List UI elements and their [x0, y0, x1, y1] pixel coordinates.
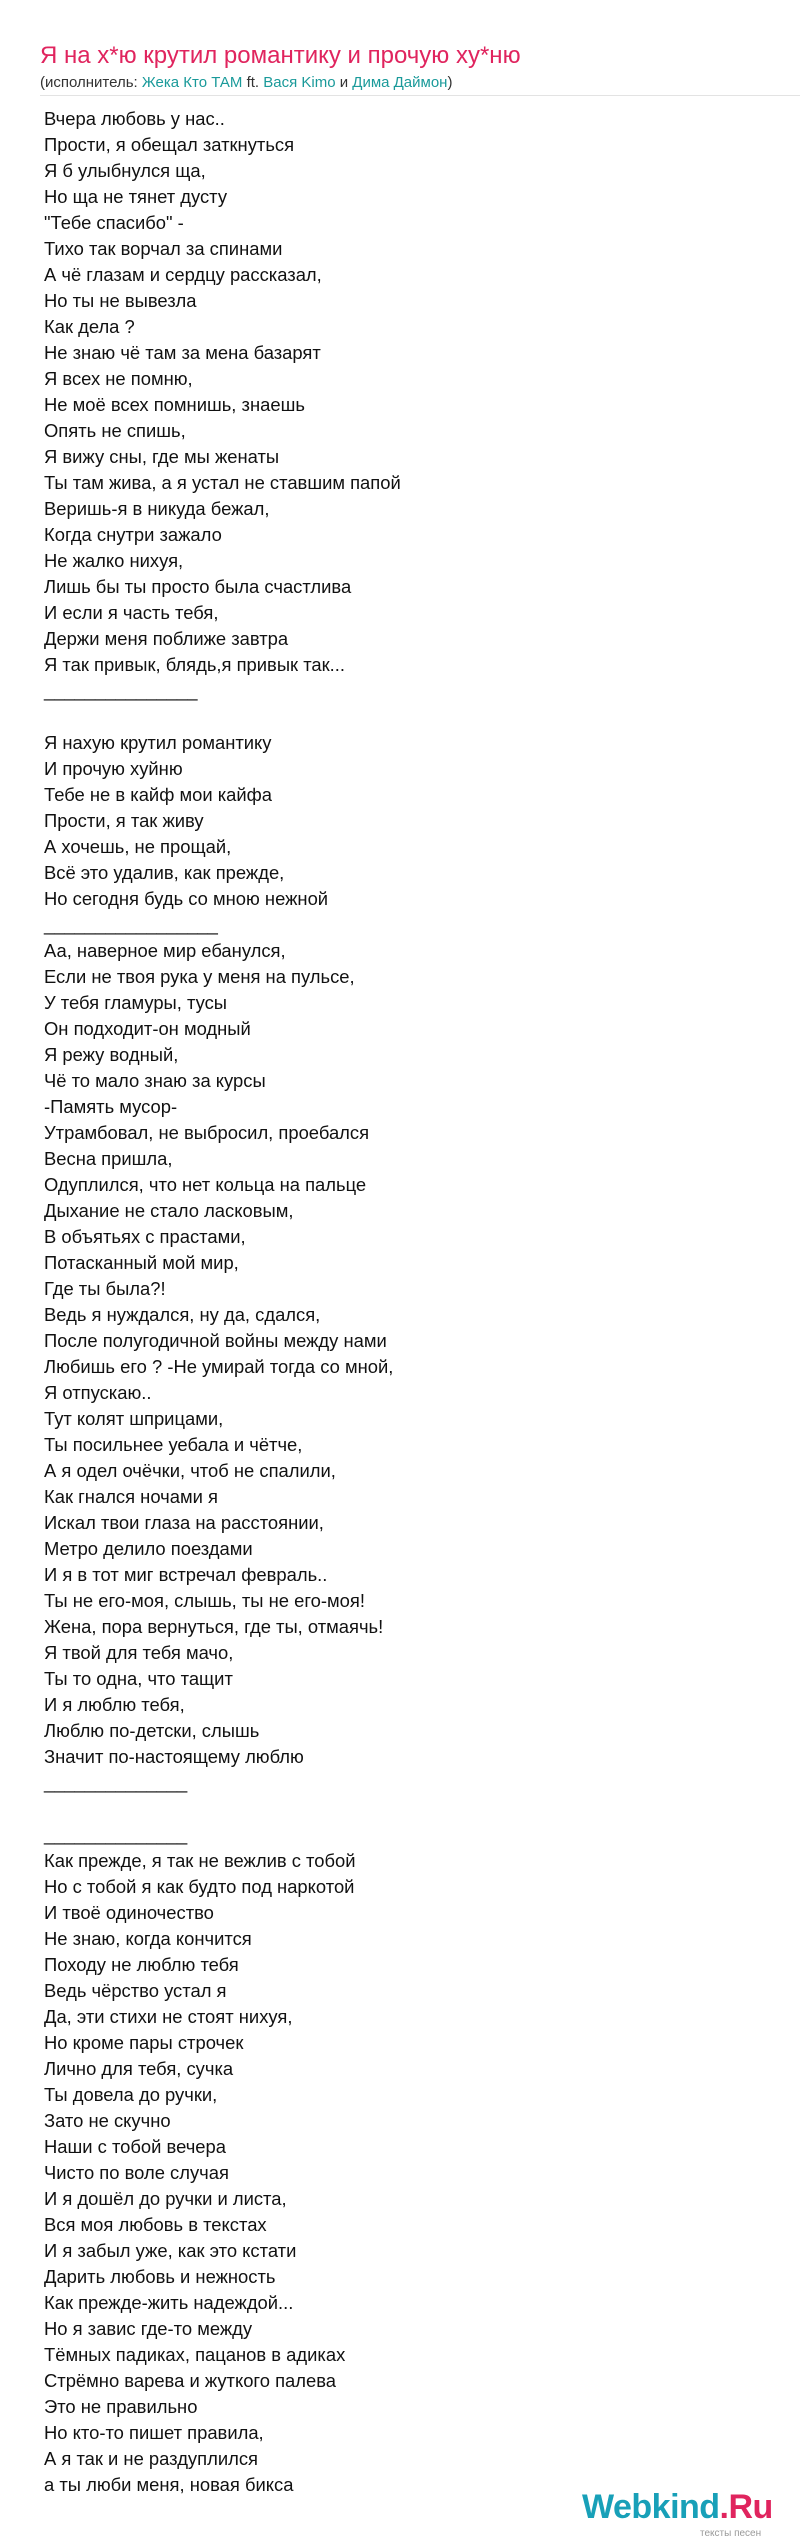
lyric-line: Тебе не в кайф мои кайфа	[44, 784, 273, 805]
lyric-line: Но ща не тянет дусту	[44, 186, 228, 207]
lyrics-text	[44, 106, 784, 2498]
lyric-line: -Память мусор-	[44, 1096, 178, 1117]
lyric-line: Вчера любовь у нас..	[44, 108, 225, 129]
lyric-line: И я дошёл до ручки и листа,	[44, 2188, 287, 2209]
lyric-line: Веришь-я в никуда бежал,	[44, 498, 270, 519]
lyric-line: Ты не его-моя, слышь, ты не его-моя!	[44, 1590, 365, 1611]
lyric-line: Я так привык, блядь,я привык так...	[44, 654, 346, 675]
lyric-line: Он подходит-он модный	[44, 1018, 251, 1039]
lyric-line: И если я часть тебя,	[44, 602, 219, 623]
lyric-line: У тебя гламуры, тусы	[44, 992, 228, 1013]
lyric-line: Значит по-настоящему люблю	[44, 1746, 304, 1767]
logo-tagline: тексты песен	[700, 2528, 762, 2539]
lyric-line: Искал твои глаза на расстоянии,	[44, 1512, 324, 1533]
lyric-line: Опять не спишь,	[44, 420, 186, 441]
lyric-line: Я нахую крутил романтику	[44, 732, 272, 753]
lyric-line: Лишь бы ты просто была счастлива	[44, 576, 352, 597]
lyric-line: Как прежде, я так не вежлив с тобой	[44, 1850, 356, 1871]
lyric-line: Я всех не помню,	[44, 368, 193, 389]
artist-link-vasya[interactable]: Вася Kimo	[263, 74, 336, 91]
lyric-line: В объятьях с прастами,	[44, 1226, 246, 1247]
lyric-line: Тихо так ворчал за спинами	[44, 238, 283, 259]
site-logo[interactable]	[582, 2488, 792, 2540]
lyric-line: А хочешь, не прощай,	[44, 836, 232, 857]
lyric-line: И я люблю тебя,	[44, 1694, 185, 1715]
lyric-line: Вся моя любовь в текстах	[44, 2214, 267, 2235]
lyric-line: Но кроме пары строчек	[44, 2032, 244, 2053]
lyric-line: Не моё всех помнишь, знаешь	[44, 394, 305, 415]
lyric-line: Весна пришла,	[44, 1148, 173, 1169]
lyric-line: _________________	[44, 914, 218, 935]
lyric-line: а ты люби меня, новая бикса	[44, 2474, 294, 2495]
lyric-line: Зато не скучно	[44, 2110, 171, 2131]
lyric-line: Чисто по воле случая	[44, 2162, 229, 2183]
lyric-line: И я забыл уже, как это кстати	[44, 2240, 297, 2261]
lyric-line: Да, эти стихи не стоят нихуя,	[44, 2006, 293, 2027]
lyric-line: Метро делило поездами	[44, 1538, 253, 1559]
lyric-line: ______________	[44, 1824, 188, 1845]
lyric-line: Дыхание не стало ласковым,	[44, 1200, 294, 1221]
lyric-line: Утрамбовал, не выбросил, проебался	[44, 1122, 370, 1143]
lyric-line: Лично для тебя, сучка	[44, 2058, 234, 2079]
lyric-line: Тёмных падиках, пацанов в адиках	[44, 2344, 346, 2365]
lyric-line: Походу не люблю тебя	[44, 1954, 239, 1975]
lyric-line: А чё глазам и сердцу рассказал,	[44, 264, 322, 285]
lyric-line: Но сегодня будь со мною нежной	[44, 888, 329, 909]
lyric-line: Не знаю чё там за мена базарят	[44, 342, 321, 363]
lyric-line: Это не правильно	[44, 2396, 198, 2417]
lyric-line: И твоё одиночество	[44, 1902, 214, 1923]
lyric-line: Как прежде-жить надеждой...	[44, 2292, 294, 2313]
lyric-line: Дарить любовь и нежность	[44, 2266, 276, 2287]
lyric-line: А я одел очёчки, чтоб не спалили,	[44, 1460, 336, 1481]
lyric-line: Если не твоя рука у меня на пульсе,	[44, 966, 355, 987]
lyric-line: Прости, я так живу	[44, 810, 204, 831]
lyric-line: Аа, наверное мир ебанулся,	[44, 940, 286, 961]
lyric-line: Всё это удалив, как прежде,	[44, 862, 285, 883]
connector-ft: ft.	[242, 74, 264, 91]
performer-suffix: )	[447, 74, 453, 91]
lyric-line: Я режу водный,	[44, 1044, 179, 1065]
lyric-line: Я твой для тебя мачо,	[44, 1642, 234, 1663]
lyric-line: _______________	[44, 680, 198, 701]
header-divider	[40, 95, 800, 96]
lyric-line: Не жалко нихуя,	[44, 550, 184, 571]
lyric-line: "Тебе спасибо" -	[44, 212, 184, 233]
lyric-line: Я б улыбнулся ща,	[44, 160, 206, 181]
lyric-line: Не знаю, когда кончится	[44, 1928, 252, 1949]
lyric-line: Стрёмно варева и жуткого палева	[44, 2370, 337, 2391]
lyric-line: Я отпускаю..	[44, 1382, 152, 1403]
lyric-line: Где ты была?!	[44, 1278, 166, 1299]
lyric-line: Наши с тобой вечера	[44, 2136, 226, 2157]
lyric-line: Но с тобой я как будто под наркотой	[44, 1876, 355, 1897]
lyric-line: Держи меня поближе завтра	[44, 628, 289, 649]
lyric-line: Но ты не вывезла	[44, 290, 197, 311]
lyric-line	[44, 1796, 784, 1822]
lyric-line: Любишь его ? -Не умирай тогда со мной,	[44, 1356, 394, 1377]
lyric-line: Тут колят шприцами,	[44, 1408, 224, 1429]
lyric-line: Ты то одна, что тащит	[44, 1668, 233, 1689]
lyric-line: Как гнался ночами я	[44, 1486, 218, 1507]
song-title: Я на х*ю крутил романтику и прочую ху*ню	[40, 42, 521, 69]
artist-link-dima[interactable]: Дима Даймон	[352, 74, 448, 91]
lyric-line: Одуплился, что нет кольца на пальце	[44, 1174, 367, 1195]
lyric-line: Чё то мало знаю за курсы	[44, 1070, 266, 1091]
lyric-line: Но я завис где-то между	[44, 2318, 253, 2339]
lyric-line: И я в тот миг встречал февраль..	[44, 1564, 328, 1585]
lyric-line: Потасканный мой мир,	[44, 1252, 239, 1273]
lyric-line: Но кто-то пишет правила,	[44, 2422, 264, 2443]
artist-link-zheka[interactable]: Жека Кто ТАМ	[141, 74, 243, 91]
lyric-line: Жена, пора вернуться, где ты, отмаячь!	[44, 1616, 384, 1637]
lyric-line	[44, 704, 784, 730]
logo-name: Webkind	[582, 2488, 720, 2526]
lyric-line: После полугодичной войны между нами	[44, 1330, 387, 1351]
lyric-line: И прочую хуйню	[44, 758, 183, 779]
lyric-line: Я вижу сны, где мы женаты	[44, 446, 280, 467]
logo-wordmark	[582, 2488, 773, 2527]
lyric-line: А я так и не раздуплился	[44, 2448, 258, 2469]
logo-tld: .Ru	[719, 2488, 773, 2526]
lyric-line: Ты там жива, а я устал не ставшим папой	[44, 472, 401, 493]
lyric-line: Прости, я обещал заткнуться	[44, 134, 295, 155]
performer-line	[40, 74, 452, 91]
lyric-line: Ведь я нуждался, ну да, сдался,	[44, 1304, 321, 1325]
connector-and: и	[335, 74, 353, 91]
lyric-line: Ты довела до ручки,	[44, 2084, 218, 2105]
lyric-line: Ты посильнее уебала и чётче,	[44, 1434, 303, 1455]
lyric-line: Как дела ?	[44, 316, 135, 337]
performer-prefix: (исполнитель:	[40, 74, 142, 91]
lyric-line: Люблю по-детски, слышь	[44, 1720, 260, 1741]
lyric-line: ______________	[44, 1772, 188, 1793]
lyric-line: Ведь чёрство устал я	[44, 1980, 227, 2001]
lyric-line: Когда снутри зажало	[44, 524, 222, 545]
